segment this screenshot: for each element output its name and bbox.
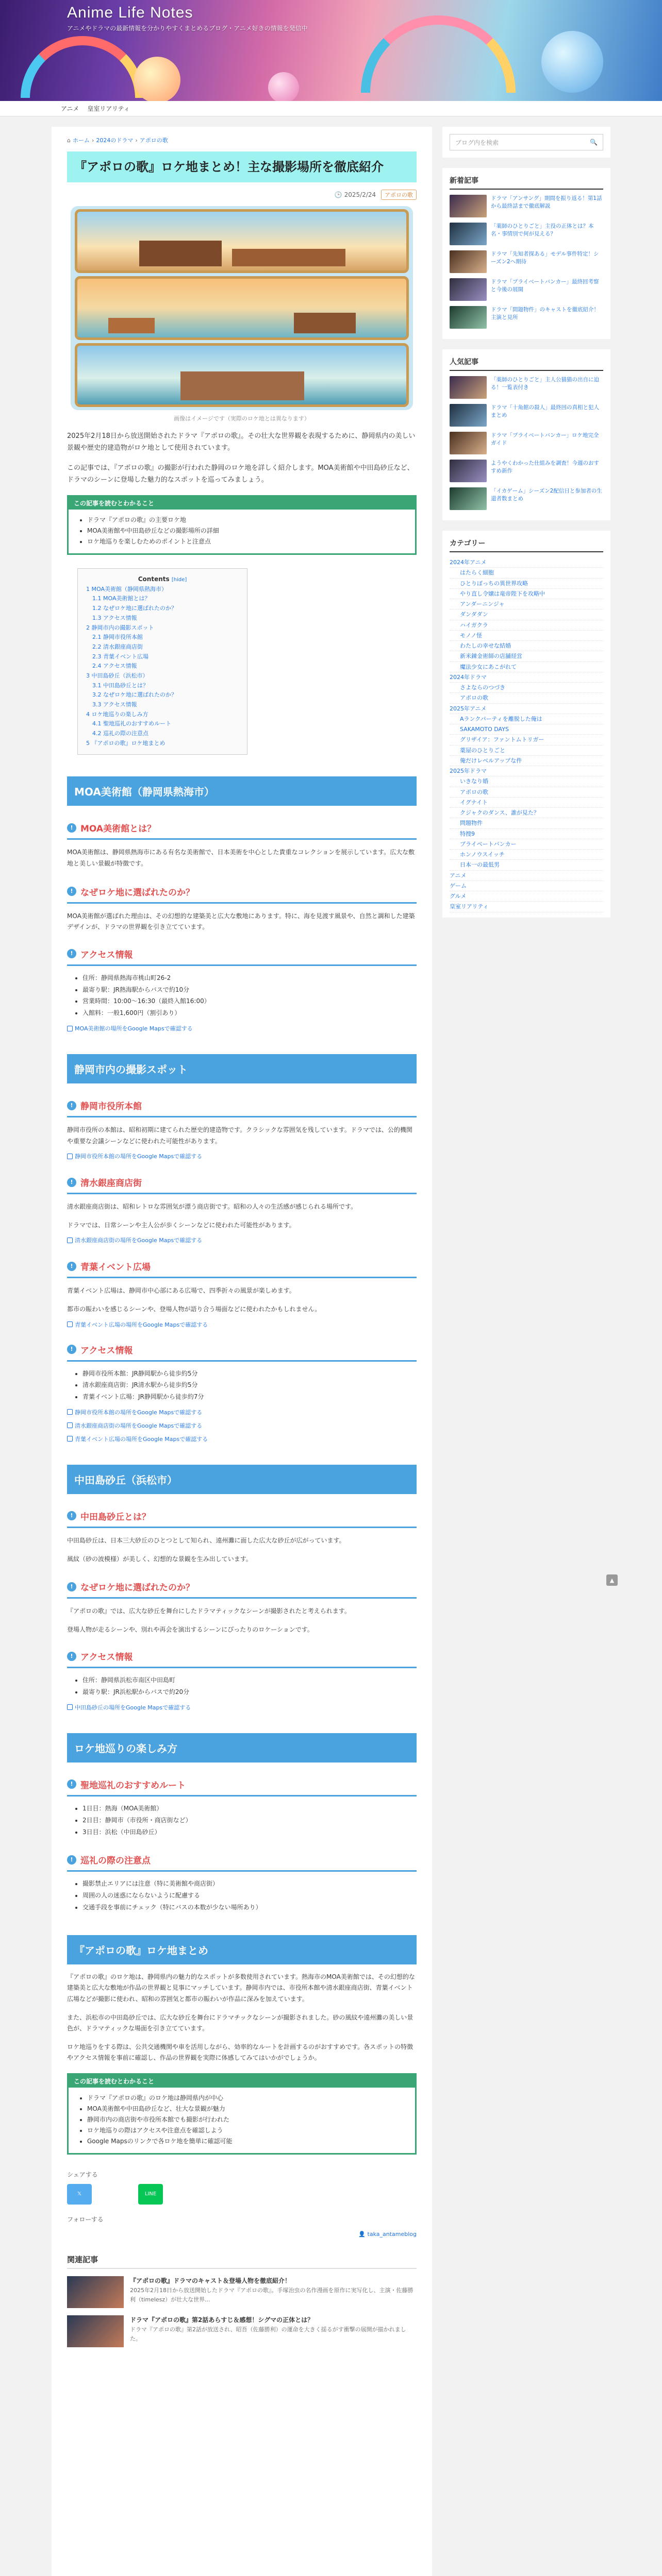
paragraph: また、浜松市の中田島砂丘では、広大な砂丘を舞台にドラマチックなシーンが撮影されました。砂の風紋や遠州灘の美しい景色が、ドラマティックな場面を引き立てています。 — [67, 2013, 413, 2032]
sidebar-post[interactable] — [450, 195, 603, 217]
related-thumbnail[interactable] — [67, 2315, 124, 2347]
sidebar-post[interactable] — [450, 223, 603, 245]
widget-title: カテゴリー — [450, 538, 603, 552]
section-heading: 中田島砂丘（浜松市） — [67, 1465, 417, 1494]
post-date: 2025/2/24 — [344, 191, 376, 199]
summary-box — [67, 495, 417, 555]
summary-box-heading: この記事を読むとわかること — [69, 2075, 415, 2088]
share-label: シェアする — [67, 2171, 98, 2178]
category-link[interactable]: はたらく細胞 — [450, 568, 603, 578]
intro-paragraph: 2025年2月18日から放送開始されたドラマ『アポロの歌』。その壮大な世界観を表現するために、静岡県内の美しい景観や歴史的建造物がロケ地として使用されています。 — [67, 432, 416, 452]
chevron-right-icon: › — [91, 137, 94, 144]
paragraph: MOA美術館は、静岡県熱海市にある有名な美術館で、日本美術を中心とした貴重なコレクションを展示しています。広大な敷地と美しい景観が特徴です。 — [67, 849, 415, 868]
info-icon: ! — [67, 1855, 76, 1865]
category-link[interactable]: ひとりぼっちの異世界攻略 — [450, 579, 603, 589]
new-posts-widget — [442, 168, 610, 339]
list-item: • 2日目：静岡市（市役所・商店街など） — [82, 1815, 417, 1826]
map-link[interactable]: 青葉イベント広場の場所をGoogle Mapsで確認する — [75, 1321, 208, 1328]
subsection-heading: ! 中田島砂丘とは？ — [67, 1510, 417, 1528]
sidebar-post[interactable] — [450, 306, 603, 329]
category-link[interactable]: 新米錬金術師の店舗経営 — [450, 651, 603, 662]
main-content — [52, 127, 432, 2576]
paragraph: 『アポロの歌』のロケ地は、静岡県内の魅力的なスポットが多数使用されています。熱海市のMOA美術館では、その幻想的な建築美と広大な敷地が作品の世界観と見事にマッチしています。静岡市内では、市役所本館や清水銀座商店街、青葉イベント広場などが撮影に使われ、昭和の雰囲気と都市の賑わいが作品に深みを加えています。 — [67, 1973, 415, 2003]
paragraph: 登場人物が走るシーンや、別れや再会を演出するシーンにぴったりのロケーションです。 — [67, 1625, 313, 1633]
breadcrumb-category[interactable]: 2024のドラマ — [96, 137, 134, 144]
summary-item: • ドラマ『アポロの歌』のロケ地は静岡県内が中心 — [87, 2093, 409, 2104]
map-link[interactable]: 静岡市役所本館の場所をGoogle Mapsで確認する — [75, 1409, 203, 1416]
related-heading: 関連記事 — [67, 2254, 417, 2269]
sidebar-post[interactable] — [450, 432, 603, 454]
line-icon: LINE — [144, 2191, 157, 2197]
summary-item: • ドラマ『アポロの歌』の主要ロケ地 — [87, 515, 409, 526]
intro-paragraph: この記事では、『アポロの歌』の撮影が行われた静岡のロケ地を詳しく紹介します。MOA美術館や中田島砂丘など、ドラマのシーンに登場した魅力的なスポットを巡ってみましょう。 — [67, 464, 414, 484]
intro — [67, 431, 417, 486]
summary-item: • MOA美術館や中田島砂丘など、壮大な景観が魅力 — [87, 2104, 409, 2114]
nav-item-royal-reality[interactable]: 皇室リアリティ — [87, 105, 130, 112]
list-item: • 最寄り駅：JR熱海駅からバスで約10分 — [82, 984, 417, 996]
share-line-button[interactable] — [138, 2184, 163, 2205]
breadcrumb-subcategory[interactable]: アポロの歌 — [139, 137, 168, 144]
post-title[interactable]: ドラマ「プライベートバンカー」ロケ地完全ガイド — [491, 432, 599, 447]
author-link[interactable]: taka_antameblog — [367, 2230, 417, 2238]
eyecatch-image — [71, 206, 413, 410]
paragraph: 都市の賑わいを感じるシーンや、登場人物が語り合う場面などに使われたかもしれません。 — [67, 1306, 321, 1313]
museum-illustration — [75, 209, 409, 273]
access-list — [67, 1674, 417, 1698]
paragraph: 風紋（砂の波模様）が美しく、幻想的な景観を生み出しています。 — [67, 1555, 252, 1563]
category-link[interactable]: ゲーム — [450, 881, 603, 891]
access-list — [67, 972, 417, 1019]
category-badge[interactable]: アポロの歌 — [381, 190, 417, 200]
list-item: • 清水銀座商店街：JR清水駅から徒歩約5分 — [82, 1379, 417, 1391]
toc-link[interactable]: 2.3 青葉イベント広場 — [92, 653, 148, 660]
paragraph: 青葉イベント広場は、静岡市中心部にある広場で、四季折々の風景が楽しめます。 — [67, 1287, 295, 1295]
post-thumbnail[interactable] — [450, 487, 487, 510]
category-link[interactable]: Aランクパーティを離脱した俺は — [450, 714, 603, 724]
category-link[interactable]: プライベートバンカー — [450, 839, 603, 850]
post-thumbnail[interactable] — [450, 195, 487, 217]
subsection-heading: ! 青葉イベント広場 — [67, 1260, 417, 1278]
subsection-heading: ! なぜロケ地に選ばれたのか？ — [67, 885, 417, 904]
category-link[interactable]: やり直し令嬢は竜帝陛下を攻略中 — [450, 589, 603, 599]
nav-item-anime[interactable]: アニメ — [61, 105, 79, 112]
rainbow-decoration — [361, 15, 516, 93]
subsection-heading: ! 聖地巡礼のおすすめルート — [67, 1778, 417, 1797]
section-heading: MOA美術館（静岡県熱海市） — [67, 776, 417, 806]
list-item: • 住所：静岡県熱海市桃山町26-2 — [82, 972, 417, 984]
dune-illustration — [75, 276, 409, 340]
info-icon: ! — [67, 823, 76, 833]
external-link-icon — [67, 1422, 73, 1428]
widget-title: 新着記事 — [450, 175, 603, 190]
sidebar-post[interactable] — [450, 487, 603, 510]
category-widget — [442, 531, 610, 918]
toc-link[interactable]: 3.2 なぜロケ地に選ばれたのか？ — [92, 691, 177, 699]
sidebar-post[interactable] — [450, 278, 603, 301]
post-title[interactable]: ドラマ「十角館の殺人」最終回の真相と犯人まとめ — [491, 404, 599, 419]
post-thumbnail[interactable] — [450, 376, 487, 399]
sidebar-post[interactable] — [450, 376, 603, 399]
summary-item: • ロケ地巡りの際はアクセスや注意点を確認しよう — [87, 2125, 409, 2136]
popular-posts-widget — [442, 349, 610, 520]
list-item: • 最寄り駅：JR浜松駅からバスで約20分 — [82, 1686, 417, 1698]
back-to-top-button[interactable]: ▲ — [606, 1574, 618, 1586]
related-thumbnail[interactable] — [67, 2276, 124, 2308]
info-icon: ! — [67, 1262, 76, 1271]
category-link[interactable]: モノノ怪 — [450, 631, 603, 641]
post-title[interactable]: ドラマ「アンサング」期間を振り返る！第1話から最終話まで徹底解説 — [491, 195, 602, 210]
search-input[interactable]: ブログ内を検索 🔍 — [450, 134, 603, 150]
category-link[interactable]: 魔法少女にあこがれて — [450, 662, 603, 672]
summary-box-heading: この記事を読むとわかること — [69, 497, 415, 510]
info-icon: ! — [67, 1511, 76, 1520]
list-item: • 3日目：浜松（中田島砂丘） — [82, 1826, 417, 1838]
related-post[interactable] — [67, 2276, 417, 2308]
subsection-heading: ! なぜロケ地に選ばれたのか？ — [67, 1580, 417, 1599]
info-icon: ! — [67, 1101, 76, 1110]
summary-item: • 静岡市内の商店街や市役所本館でも撮影が行われた — [87, 2114, 409, 2125]
related-post[interactable] — [67, 2315, 417, 2347]
site-title[interactable]: Anime Life Notes — [67, 4, 193, 21]
share-x-button[interactable] — [67, 2184, 92, 2205]
list-item: • 1日目：熱海（MOA美術館） — [82, 1803, 417, 1815]
category-link[interactable]: アポロの歌 — [450, 787, 603, 798]
post-thumbnail[interactable] — [450, 432, 487, 454]
paragraph: 『アポロの歌』では、広大な砂丘を舞台にしたドラマティックなシーンが撮影されたと考えられます。 — [67, 1607, 351, 1615]
chevron-right-icon: › — [135, 137, 138, 144]
toc-link[interactable]: 2 静岡市内の撮影スポット — [86, 624, 154, 631]
map-link[interactable]: 静岡市役所本館の場所をGoogle Mapsで確認する — [75, 1153, 203, 1160]
toc-link[interactable]: 1.1 MOA美術館とは？ — [92, 595, 151, 602]
section-heading: 『アポロの歌』ロケ地まとめ — [67, 1935, 417, 1964]
toc-link[interactable]: 1.2 なぜロケ地に選ばれたのか？ — [92, 605, 177, 612]
external-link-icon — [67, 1436, 73, 1442]
paragraph: 静岡市役所の本館は、昭和初期に建てられた歴史的建造物です。クラシックな雰囲気を残しています。ドラマでは、公的機関や重要な会議シーンなどに使われた可能性があります。 — [67, 1126, 412, 1145]
related-excerpt: ドラマ『アポロの歌』第2話が放送され、昭吾（佐藤勝利）の運命を大きく揺るがす衝撃の展開が描かれました。 — [130, 2326, 406, 2343]
map-link[interactable]: MOA美術館の場所をGoogle Mapsで確認する — [75, 1025, 193, 1032]
external-link-icon — [67, 1321, 73, 1327]
category-link[interactable]: 特捜9 — [450, 829, 603, 839]
planet-decoration — [541, 31, 603, 93]
subsection-heading: ! アクセス情報 — [67, 1650, 417, 1668]
post-thumbnail[interactable] — [450, 404, 487, 427]
post-thumbnail[interactable] — [450, 223, 487, 245]
category-link[interactable]: 皇室リアリティ — [450, 902, 603, 912]
home-icon: ⌂ — [67, 137, 71, 144]
category-link[interactable]: さよならのつづき — [450, 683, 603, 693]
cityscape-illustration — [75, 343, 409, 407]
list-item: • 周囲の人の迷惑にならないように配慮する — [82, 1890, 417, 1902]
category-link[interactable]: アニメ — [450, 871, 603, 881]
summary-box — [67, 2073, 417, 2155]
global-nav — [0, 101, 662, 116]
toc-link[interactable]: 3 中田島砂丘（浜松市） — [86, 672, 148, 679]
follow-label: フォローする — [67, 2215, 104, 2223]
list-item: • 青葉イベント広場：JR静岡駅から徒歩約7分 — [82, 1391, 417, 1403]
post-thumbnail[interactable] — [450, 460, 487, 482]
category-link[interactable]: わたしの幸せな結婚 — [450, 641, 603, 651]
subsection-heading: ! 静岡市役所本館 — [67, 1099, 417, 1117]
notes-list — [67, 1878, 417, 1913]
sidebar-post[interactable] — [450, 460, 603, 482]
share-section — [67, 2170, 417, 2205]
toc-hide-toggle[interactable]: [hide] — [171, 577, 187, 583]
post-title[interactable]: 「薬師のひとりごと」主人公猫猫の出自に迫る！一覧表付き — [491, 377, 599, 391]
post-title[interactable]: 「イカゲーム」シーズン2配信日と参加者の生還者数まとめ — [491, 488, 602, 502]
external-link-icon — [67, 1704, 73, 1710]
access-list — [67, 1368, 417, 1403]
post-title[interactable]: ドラマ「プライベートバンカー」最終回考察と今後の展開 — [491, 279, 599, 293]
post-thumbnail[interactable] — [450, 250, 487, 273]
category-link[interactable]: グルメ — [450, 891, 603, 902]
site-tagline: アニメやドラマの最新情報を分かりやすくまとめるブログ・アニメ好きの情報を発信中 — [67, 25, 308, 32]
sidebar — [442, 127, 610, 918]
planet-decoration — [268, 72, 299, 101]
list-item: • 住所：静岡県浜松市南区中田島町 — [82, 1674, 417, 1686]
category-link[interactable]: 2024年ドラマ — [450, 672, 603, 683]
toc-link[interactable]: 4.1 聖地巡礼のおすすめルート — [92, 720, 172, 727]
info-icon: ! — [67, 1652, 76, 1661]
related-title[interactable]: 『アポロの歌』ドラマのキャスト＆登場人物を徹底紹介！ — [130, 2277, 291, 2284]
external-link-icon — [67, 1238, 73, 1243]
category-link[interactable]: アンダーニンジャ — [450, 599, 603, 609]
clock-icon: 🕒 — [334, 191, 342, 199]
list-item: • 交通手段を事前にチェック（特にバスの本数が少ない場所あり） — [82, 1902, 417, 1913]
post-title[interactable]: ようやくわかった仕組みを調査！今週のおすすめ新作 — [491, 460, 599, 474]
category-link[interactable]: ホンノウスイッチ — [450, 850, 603, 860]
toc-link[interactable]: 3.3 アクセス情報 — [92, 701, 137, 708]
category-link[interactable]: 俺だけレベルアップな件 — [450, 756, 603, 766]
image-caption: 画像はイメージです（実際のロケ地とは異なります） — [174, 415, 310, 422]
paragraph: 中田島砂丘は、日本三大砂丘のひとつとして知られ、遠州灘に面した広大な砂丘が広がっています。 — [67, 1536, 345, 1544]
widget-title: 人気記事 — [450, 357, 603, 371]
toc-title: Contents — [138, 575, 170, 583]
info-icon: ! — [67, 887, 76, 896]
list-item: • 撮影禁止エリアには注意（特に美術館や商店街） — [82, 1878, 417, 1890]
breadcrumb-home[interactable]: ホーム — [72, 137, 90, 144]
search-widget — [442, 127, 610, 158]
subsection-heading: ! MOA美術館とは？ — [67, 821, 417, 840]
toc-link[interactable]: 4.2 巡礼の際の注意点 — [92, 730, 148, 737]
map-link[interactable]: 清水銀座商店街の場所をGoogle Mapsで確認する — [75, 1237, 203, 1244]
toc-link[interactable]: 5 『アポロの歌』ロケ地まとめ — [86, 739, 166, 747]
category-link[interactable]: 薬屋のひとりごと — [450, 745, 603, 756]
search-icon[interactable]: 🔍 — [590, 139, 598, 146]
category-link[interactable]: 2024年アニメ — [450, 557, 603, 568]
subsection-heading: ! アクセス情報 — [67, 1343, 417, 1362]
category-link[interactable]: 2025年ドラマ — [450, 766, 603, 776]
summary-item: • Google Mapsのリンクで各ロケ地を簡単に確認可能 — [87, 2136, 409, 2147]
category-link[interactable]: グリザイア：ファントムトリガー — [450, 735, 603, 745]
x-icon: 𝕏 — [77, 2191, 82, 2197]
list-item: • 営業時間：10:00〜16:30（最終入館16:00） — [82, 995, 417, 1007]
category-link[interactable]: 問題物件 — [450, 818, 603, 828]
list-item: • 静岡市役所本館：JR静岡駅から徒歩約5分 — [82, 1368, 417, 1380]
related-title[interactable]: ドラマ『アポロの歌』第2話あらすじ＆感想！シグマの正体とは？ — [130, 2316, 314, 2324]
route-list — [67, 1803, 417, 1838]
rainbow-decoration — [21, 36, 144, 98]
subsection-heading: ! 清水銀座商店街 — [67, 1176, 417, 1194]
section-heading: ロケ地巡りの楽しみ方 — [67, 1733, 417, 1762]
toc-link[interactable]: 2.4 アクセス情報 — [92, 663, 137, 670]
paragraph: ロケ地巡りをする際は、公共交通機関や車を活用しながら、効率的なルートを計画するのがおすすめです。各スポットの特徴やアクセス情報を事前に確認し、作品の世界観を実際に体感してみてはいかがでしょうか。 — [67, 2043, 413, 2062]
map-link[interactable]: 清水銀座商店街の場所をGoogle Mapsで確認する — [75, 1422, 203, 1429]
category-link[interactable]: ダンダダン — [450, 609, 603, 620]
toc-link[interactable]: 3.1 中田島砂丘とは？ — [92, 682, 148, 689]
post-title[interactable]: 「薬師のひとりごと」主役の正体とは？本名・事情別で何が見える？ — [491, 223, 594, 238]
external-link-icon — [67, 1154, 73, 1159]
section-heading: 静岡市内の撮影スポット — [67, 1054, 417, 1083]
category-link[interactable]: 日本一の最低男 — [450, 860, 603, 870]
post-thumbnail[interactable] — [450, 278, 487, 301]
map-link[interactable]: 青葉イベント広場の場所をGoogle Mapsで確認する — [75, 1435, 208, 1443]
info-icon: ! — [67, 1178, 76, 1187]
category-link[interactable]: いきなり婚 — [450, 776, 603, 787]
sidebar-post[interactable] — [450, 404, 603, 427]
subsection-heading: ! アクセス情報 — [67, 947, 417, 966]
info-icon: ! — [67, 949, 76, 958]
summary-item: • MOA美術館や中田島砂丘などの撮影場所の詳細 — [87, 526, 409, 536]
breadcrumb — [67, 136, 417, 144]
post-meta — [67, 190, 417, 200]
paragraph: MOA美術館が選ばれた理由は、その幻想的な建築美と広大な敷地にあります。特に、海を見渡す風景や、自然と調和した建築デザインが、ドラマの世界観を引き立てています。 — [67, 912, 415, 931]
planet-decoration — [134, 57, 180, 101]
category-link[interactable]: アポロの歌 — [450, 693, 603, 703]
info-icon: ! — [67, 1582, 76, 1591]
category-link[interactable]: イグナイト — [450, 798, 603, 808]
toc-link[interactable]: 2.2 清水銀座商店街 — [92, 643, 143, 650]
category-link[interactable]: 2025年アニメ — [450, 704, 603, 714]
category-link[interactable]: ハイガクラ — [450, 620, 603, 631]
list-item: • 入館料：一般1,600円（割引あり） — [82, 1007, 417, 1019]
external-link-icon — [67, 1409, 73, 1415]
summary-item: • ロケ地巡りを楽しむためのポイントと注意点 — [87, 536, 409, 547]
site-header — [0, 0, 662, 101]
toc-link[interactable]: 2.1 静岡市役所本館 — [92, 634, 143, 641]
toc-link[interactable]: 1 MOA美術館（静岡県熱海市） — [86, 585, 167, 592]
post-title[interactable]: ドラマ「先知者探ある」モデル事件特定！シーズン2へ期待 — [491, 251, 599, 265]
toc-link[interactable]: 1.3 アクセス情報 — [92, 614, 137, 621]
external-link-icon — [67, 1026, 73, 1031]
category-link[interactable]: クジャクのダンス、誰が見た？ — [450, 808, 603, 818]
subsection-heading: ! 巡礼の際の注意点 — [67, 1853, 417, 1872]
map-link[interactable]: 中田島砂丘の場所をGoogle Mapsで確認する — [75, 1704, 191, 1711]
info-icon: ! — [67, 1345, 76, 1354]
table-of-contents — [77, 568, 247, 755]
sidebar-post[interactable] — [450, 250, 603, 273]
user-icon: 👤 — [358, 2230, 366, 2238]
related-excerpt: 2025年2月18日から放送開始したドラマ『アポロの歌』。手塚治虫の名作漫画を原作に実写化し、主演・佐藤勝利（timelesz）が壮大な世界... — [130, 2286, 413, 2303]
category-link[interactable]: SAKAMOTO DAYS — [450, 724, 603, 735]
paragraph: 清水銀座商店街は、昭和レトロな雰囲気が漂う商店街です。昭和の人々の生活感が感じられる場所です。 — [67, 1203, 357, 1211]
post-title[interactable]: ドラマ「問題物件」のキャストを徹底紹介！主演と見所 — [491, 307, 599, 321]
page-title: 『アポロの歌』ロケ地まとめ！主な撮影場所を徹底紹介 — [67, 151, 417, 182]
toc-link[interactable]: 4 ロケ地巡りの楽しみ方 — [86, 710, 148, 718]
post-thumbnail[interactable] — [450, 306, 487, 329]
info-icon: ! — [67, 1780, 76, 1789]
paragraph: ドラマでは、日常シーンや主人公が歩くシーンなどに使われた可能性があります。 — [67, 1221, 295, 1229]
